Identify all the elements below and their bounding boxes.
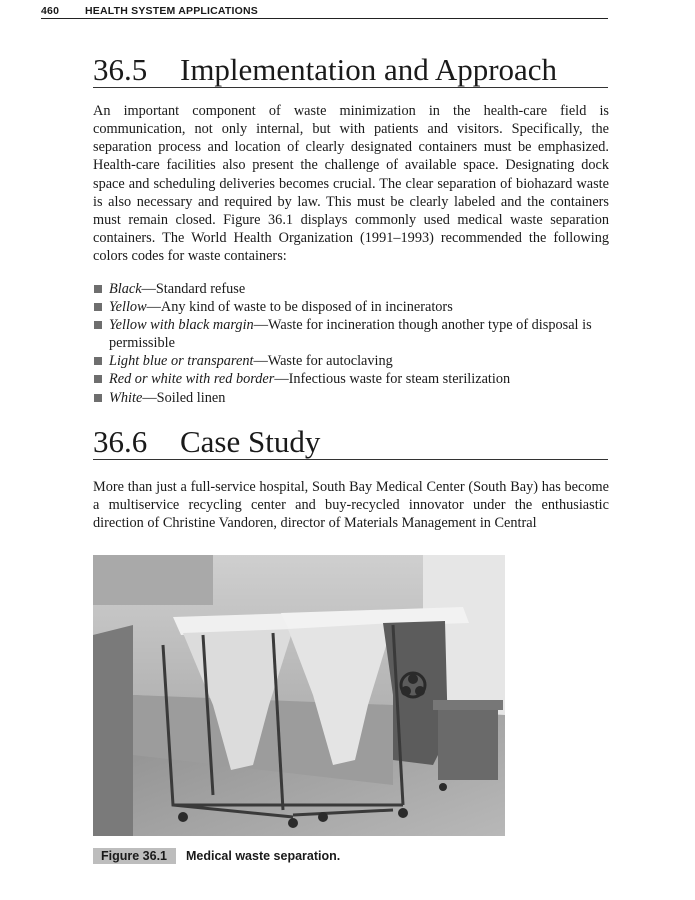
square-bullet-icon <box>94 321 102 329</box>
body-paragraph-case-study: More than just a full-service hospital, South Bay Medical Center (South Bay) has become a multiservice recycling center and buy-recycled innovator under the enthusiastic direction of Christine Vandoren, director of Materials Management in Central <box>93 479 609 532</box>
figure-photo <box>93 555 505 836</box>
square-bullet-icon <box>94 303 102 311</box>
list-item <box>93 370 609 388</box>
list-item-term: Yellow <box>109 299 147 316</box>
list-item <box>93 298 609 316</box>
list-item-term: Yellow with black margin <box>109 317 254 334</box>
square-bullet-icon <box>94 357 102 365</box>
list-item <box>93 389 609 407</box>
list-item-desc: —Waste for incineration though another type of disposal is permissible <box>109 317 592 352</box>
section-heading-36-6 <box>93 425 608 460</box>
running-head <box>41 5 608 19</box>
page-number: 460 <box>41 5 60 17</box>
square-bullet-icon <box>94 375 102 383</box>
list-item-desc: —Infectious waste for steam sterilization <box>274 371 511 388</box>
section-number: 36.5 <box>93 52 148 87</box>
list-item <box>93 280 609 298</box>
square-bullet-icon <box>94 285 102 293</box>
figure-caption <box>93 848 340 864</box>
medical-waste-photo <box>93 555 505 836</box>
list-item-term: Black <box>109 281 142 297</box>
square-bullet-icon <box>94 394 102 402</box>
figure-label: Figure 36.1 <box>93 848 176 864</box>
list-item-desc: —Soiled linen <box>142 389 226 406</box>
section-heading-36-5 <box>93 53 608 88</box>
list-item-desc: —Standard refuse <box>141 281 246 297</box>
list-item <box>93 352 609 370</box>
figure-caption-text: Medical waste separation. <box>186 849 341 863</box>
body-paragraph-implementation: An important component of waste minimization in the health-care field is communication, not only internal, but with patients and visitors. Specifically, the separation process and location of clearly designated containers must be emphasized. Health-care facilities also present the challenge of available space. Designating dock space and scheduling deliveries becomes crucial. The clear separation of biohazard waste is also necessary and required by law. This must be clearly labeled and the containers must remain closed. Figure 36.1 displays commonly used medical waste separation containers. The World Health Organization (1991–1993) recommended the following colors codes for waste containers: <box>93 103 609 265</box>
list-item <box>93 316 609 352</box>
color-code-list <box>93 280 609 407</box>
section-title: Implementation and Approach <box>180 52 558 87</box>
list-item-term: White <box>109 389 143 406</box>
list-item-desc: —Waste for autoclaving <box>253 353 393 370</box>
list-item-term: Red or white with red border <box>109 371 275 388</box>
list-item-term: Light blue or transparent <box>109 353 254 370</box>
section-title: Case Study <box>180 424 321 459</box>
section-number: 36.6 <box>93 424 148 459</box>
running-head-title: HEALTH SYSTEM APPLICATIONS <box>85 5 259 17</box>
list-item-desc: —Any kind of waste to be disposed of in incinerators <box>146 299 453 316</box>
